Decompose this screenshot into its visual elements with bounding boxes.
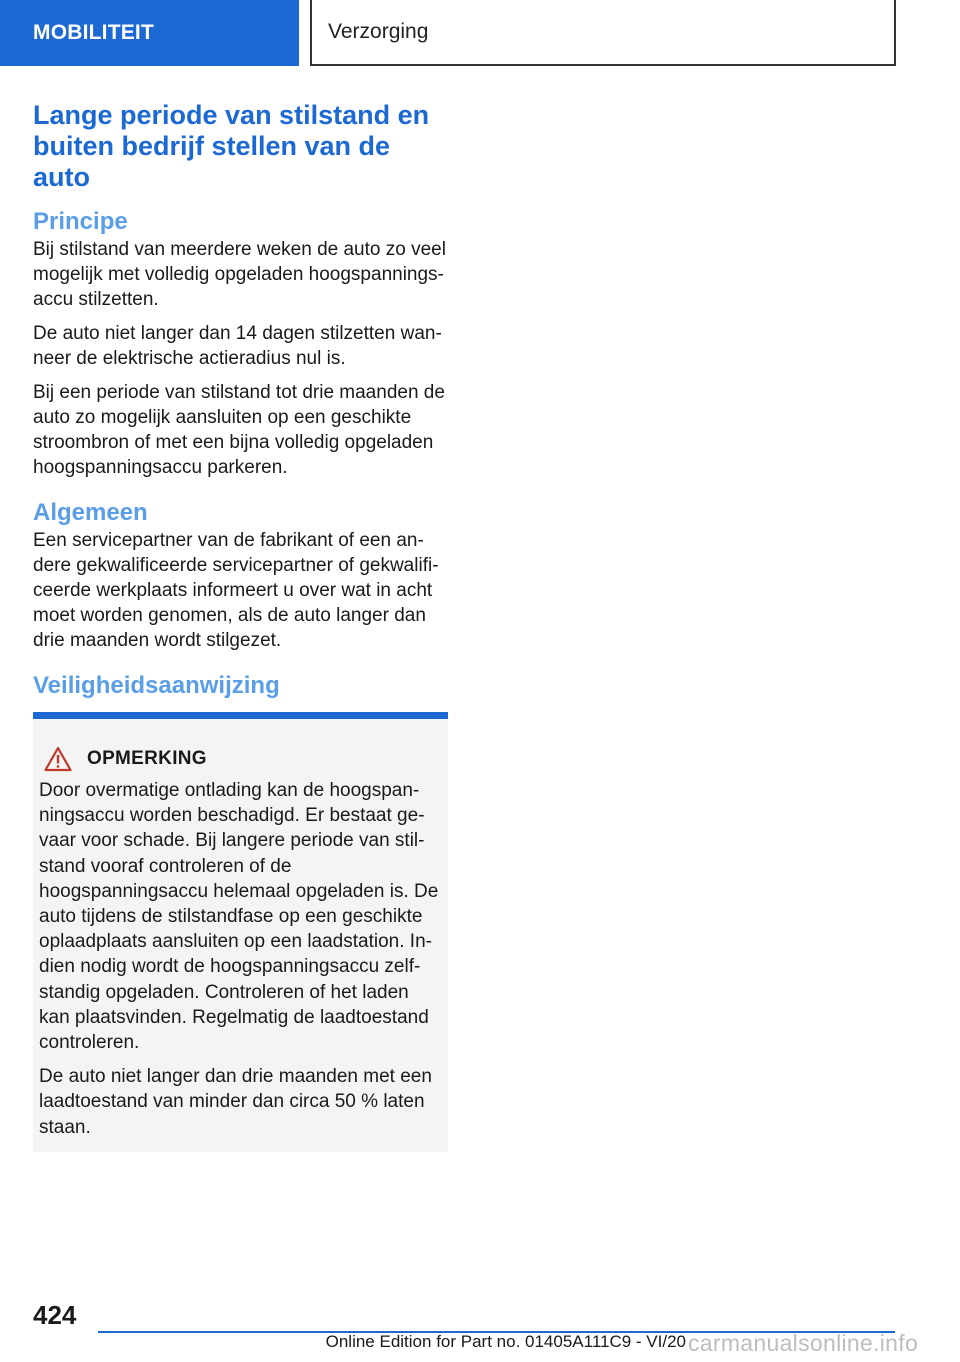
note-paragraph-2: De auto niet langer dan drie maanden met een laadtoestand van minder dan circa 50 % laten staan.	[39, 1066, 432, 1138]
note-header	[39, 742, 440, 776]
section-tab	[0, 0, 299, 66]
paragraph-principe-3: Bij een periode van stilstand tot drie maanden de auto zo mogelijk aansluiten op een geschikte stroombron of met een bijna volledig opgeladen hoogspanningsaccu parkeren.	[33, 382, 445, 478]
note-title: OPMERKING	[87, 748, 207, 769]
paragraph-principe-2: De auto niet langer dan 14 dagen stilzetten wan- neer de elektrische actieradius nul is.	[33, 323, 442, 369]
note-paragraph-1: Door overmatige ontlading kan de hoogspan- ningsaccu worden beschadigd. Er bestaat ge- vaar voor schade. Bij langere periode van stil- stand vooraf controleren of de hoogspanningsaccu helemaal opgeladen is. De auto tijdens de stilstandfase op een geschikte oplaadplaats aansluiten op een laadstation. In- dien nodig wordt de hoogspanningsaccu zelf- standig opgeladen. Controleren of het laden kan plaatsvinden. Regelmatig de laadtoestand controleren.	[39, 780, 439, 1054]
paragraph-algemeen: Een servicepartner van de fabrikant of een an- dere gekwalificeerde servicepartner of gekwalifi- ceerde werkplaats informeert u over wat in acht moet worden genomen, als de auto langer dan drie maanden wordt stilgezet.	[33, 530, 439, 651]
heading-principe: Principe	[33, 208, 128, 235]
heading-algemeen: Algemeen	[33, 499, 148, 526]
article-column	[33, 100, 448, 701]
heading-veiligheidsaanwijzing: Veiligheidsaanwijzing	[33, 672, 280, 699]
page-title	[33, 100, 448, 193]
title-line-1: Lange periode van stilstand en	[33, 100, 430, 130]
title-line-2: buiten bedrijf stellen van de auto	[33, 131, 391, 192]
paragraph-principe-1: Bij stilstand van meerdere weken de auto zo veel mogelijk met volledig opgeladen hoogspannings- accu stilzetten.	[33, 239, 446, 310]
chapter-tab	[310, 0, 896, 66]
watermark: carmanualsonline.info	[688, 1330, 919, 1356]
warning-note-box	[33, 712, 448, 1152]
chapter-label: Verzorging	[328, 20, 429, 43]
warning-triangle-icon	[44, 746, 72, 772]
footer-edition: Online Edition for Part no. 01405A111C9 - VI/20	[325, 1332, 686, 1351]
page-number: 424	[33, 1300, 77, 1330]
section-label: MOBILITEIT	[33, 21, 154, 44]
